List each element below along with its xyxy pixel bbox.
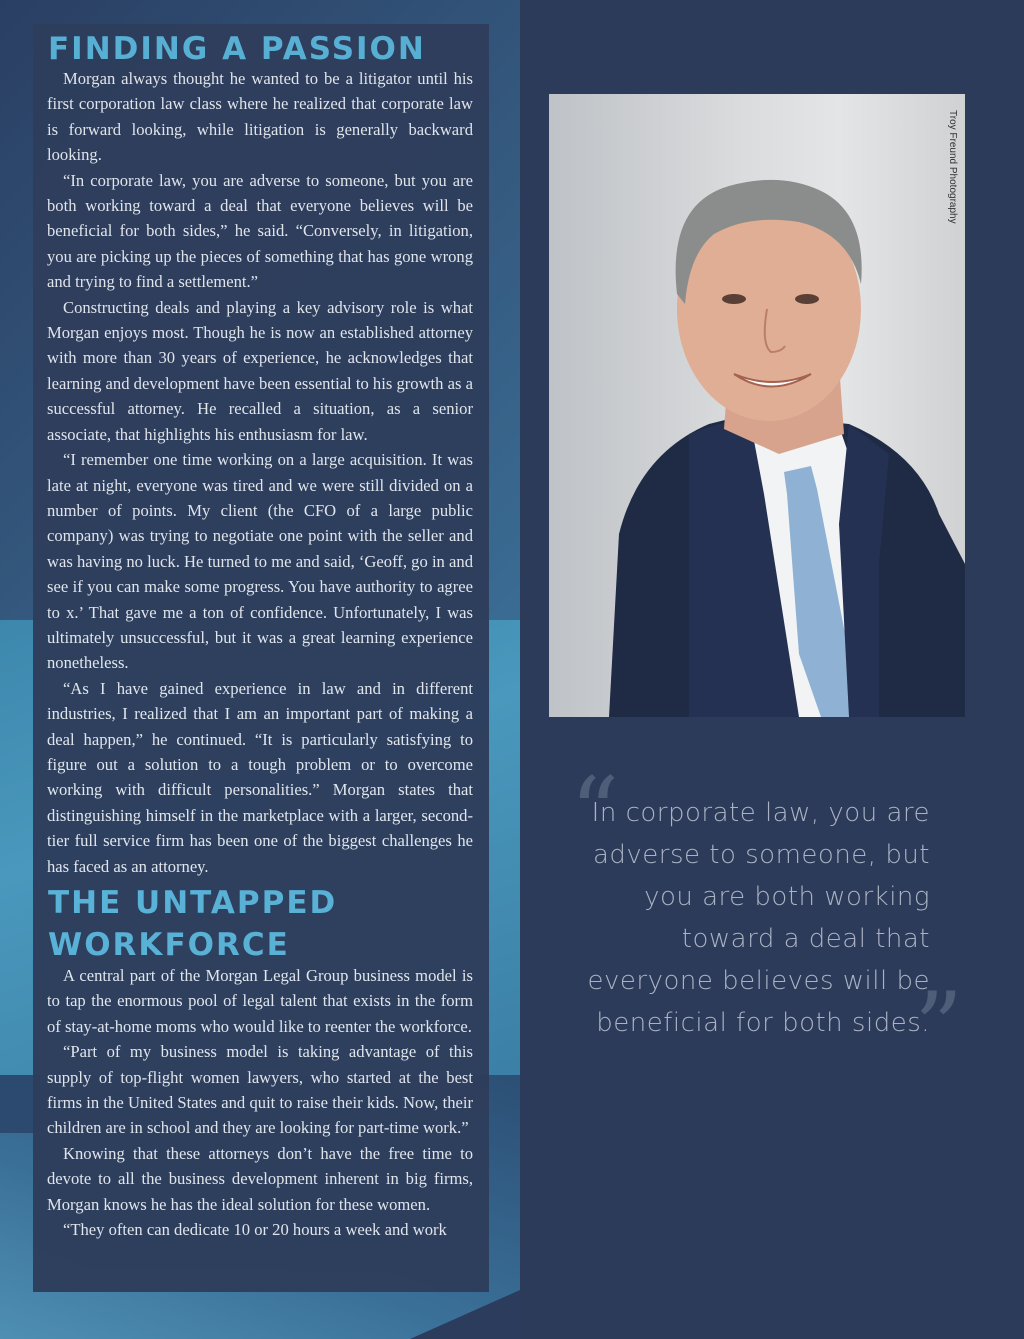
article-column xyxy=(33,24,489,1292)
pull-quote-text: In corporate law, you are adverse to someone, but you are both working toward a deal that everyone believes will be beneficial for both sides. xyxy=(587,798,930,1038)
paragraph: “They often can dedicate 10 or 20 hours a week and work xyxy=(63,1220,447,1240)
open-quote-icon: “ xyxy=(570,757,620,869)
paragraph: “In corporate law, you are adverse to someone, but you are both working toward a deal that everyone believes will be beneficial for both sides,” he said. “Conversely, in litigation, you are picking up the pieces of something that has gone wrong and trying to find a settlement.” xyxy=(47,170,473,292)
section-heading: FINDING A PASSION xyxy=(48,31,426,67)
paragraph: “As I have gained experience in law and in different industries, I realized that I am an important part of making a deal happen,” he continued. “It is particularly satisfying to figure out a solution to a tough problem or to overcome working with difficult personalities.” Morgan states that distinguishing himself in the marketplace with a larger, second-tier full service firm has been one of the biggest challenges he has faced as an attorney. xyxy=(47,678,473,876)
portrait-photo xyxy=(549,94,965,717)
close-quote-icon: ” xyxy=(914,972,964,1084)
section-body xyxy=(47,963,473,1242)
paragraph: Morgan always thought he wanted to be a litigator until his first corporation law class where he realized that corporate law is forward looking, while litigation is generally backward looking. xyxy=(47,69,473,165)
section-heading: THE UNTAPPED WORKFORCE xyxy=(48,885,338,963)
paragraph: A central part of the Morgan Legal Group business model is to tap the enormous pool of legal talent that exists in the form of stay-at-home moms who would like to reenter the workforce. xyxy=(47,966,473,1036)
photo-credit: Troy Freund Photography xyxy=(947,110,958,224)
paragraph: Constructing deals and playing a key advisory role is what Morgan enjoys most. Though he is now an established attorney with more than 30 years of experience, he acknowledges that learning and development have been essential to his growth as a successful attorney. He recalled a situation, as a senior associate, that highlights his enthusiasm for law. xyxy=(47,297,473,444)
portrait-illustration xyxy=(549,94,965,717)
background-triangle xyxy=(410,1290,520,1339)
section-body xyxy=(47,66,473,879)
pull-quote xyxy=(560,757,970,1084)
paragraph: “Part of my business model is taking advantage of this supply of top-flight women lawyers, who started at the best firms in the United States and quit to raise their kids. Now, their children are in school and they are looking for part-time work.” xyxy=(47,1042,473,1138)
paragraph: Knowing that these attorneys don’t have the free time to devote to all the business development inherent in big firms, Morgan knows he has the ideal solution for these women. xyxy=(47,1143,473,1214)
paragraph: “I remember one time working on a large acquisition. It was late at night, everyone was tired and we were still divided on a number of points. My client (the CFO of a large public company) was trying to negotiate one point with the seller and was having no luck. He turned to me and said, ‘Geoff, go in and see if you can make some progress. You have authority to agree to x.’ That gave me a ton of confidence. Unfortunately, I was ultimately unsuccessful, but it was a great learning experience nonetheless. xyxy=(47,450,473,673)
